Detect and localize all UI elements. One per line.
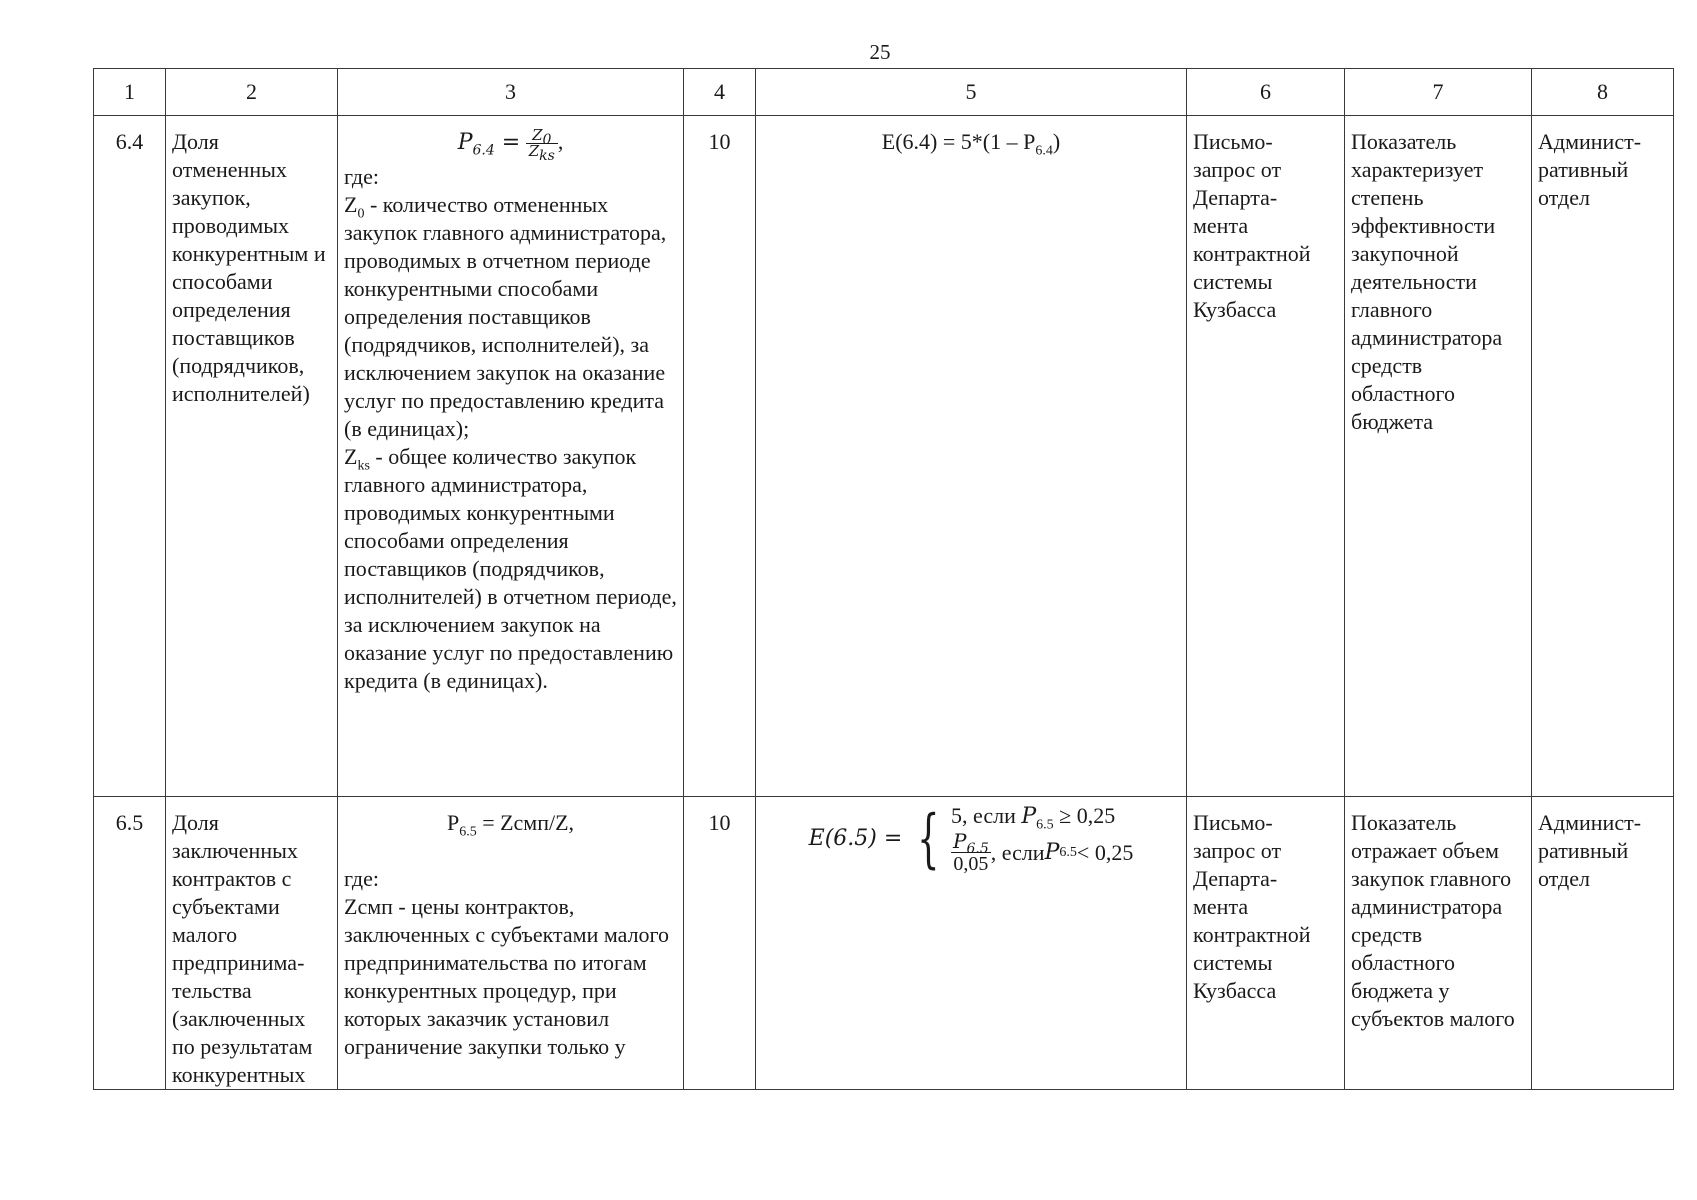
fraction-numerator-sub: 0 <box>542 132 552 149</box>
score-suffix: ) <box>1052 129 1061 154</box>
formula-lhs-sub: 6.4 <box>472 142 495 159</box>
def-symbol-sub: 0 <box>357 206 365 222</box>
header-cell: 1 <box>94 69 166 116</box>
indicator-comment: Показатель отражает объем закупок главного администратора средств областного бюджета у субъектов малого <box>1345 797 1532 1090</box>
row-number: 6.4 <box>94 116 166 797</box>
responsible-unit: Админист- ративный отдел <box>1532 116 1674 797</box>
table-row-6-5 <box>94 797 1674 1090</box>
calculation-formula <box>338 116 684 797</box>
def-text: - количество отмененных закупок главного администратора, проводимых в отчетном периоде конкурентными способами определения поставщиков (подрядчиков, исполнителей), за исключением закупок на оказание услуг по предоставлению кредита (в единицах); <box>344 192 667 442</box>
where-label: где: <box>344 164 379 190</box>
header-cell: 8 <box>1532 69 1674 116</box>
fraction-denominator: Z <box>528 142 540 161</box>
left-brace-icon: { <box>917 802 940 876</box>
score-sub: 6.4 <box>1035 143 1053 159</box>
fraction <box>526 126 558 165</box>
score-formula <box>756 116 1187 797</box>
page-number: 25 <box>869 40 891 64</box>
indicators-table <box>93 68 1674 1090</box>
def-symbol-sub: ks <box>357 458 370 474</box>
case-2: $\frac{P_{6.5}}{0,05}$ , если P 6.5 < 0,25 <box>953 829 1134 875</box>
indicator-name: Доля заключенных контрактов с субъектами малого предпринима- тельства (заключенных по результатам конкурентных <box>166 797 338 1090</box>
header-cell: 7 <box>1345 69 1532 116</box>
where-label: где: <box>344 866 379 891</box>
header-cell: 5 <box>756 69 1187 116</box>
score-prefix: E(6.4) = 5*(1 – P <box>881 129 1036 154</box>
piecewise-cases <box>951 803 1133 875</box>
formula-sub: 6.5 <box>459 824 477 840</box>
formula-p64: $P_{6.4}$ = $\frac{Z_0}{Z_{ks}}$ , <box>457 126 564 165</box>
header-cell: 3 <box>338 69 684 116</box>
data-source: Письмо- запрос от Департа- мента контрактной системы Кузбасса <box>1187 116 1345 797</box>
fraction-denominator-sub: ks <box>539 148 555 165</box>
formula-tail: , <box>557 129 564 154</box>
formula-lhs: P <box>457 130 473 155</box>
weight: 10 <box>684 797 756 1090</box>
calculation-formula <box>338 797 684 1090</box>
indicator-comment: Показатель характеризует степень эффективности закупочной деятельности главного администратора средств областного бюджета <box>1345 116 1532 797</box>
case-1: 5, если $P_{6.5} \ge 0,25$ <box>951 803 1116 833</box>
piecewise-lhs: E(6.5) = <box>808 826 903 851</box>
header-row <box>94 69 1674 116</box>
def-symbol: Z <box>344 192 358 218</box>
header-cell: 2 <box>166 69 338 116</box>
header-cell: 4 <box>684 69 756 116</box>
indicator-name: Доля отмененных закупок, проводимых конкурентным и способами определения поставщиков (подрядчиков, исполнителей) <box>166 116 338 797</box>
score-formula <box>756 797 1187 1090</box>
row-number: 6.5 <box>94 797 166 1090</box>
table-row-6-4 <box>94 116 1674 797</box>
formula-p65 <box>344 809 677 840</box>
formula-prefix: P <box>446 810 460 835</box>
fraction-numerator: Z <box>532 126 543 145</box>
definition-zsmp: Zсмп - цены контрактов, заключенных с субъектами малого предпринимательства по итогам конкурентных процедур, при которых заказчик установил ограничение закупки только у <box>344 894 670 1059</box>
def-symbol: Z <box>344 444 358 470</box>
header-cell: 6 <box>1187 69 1345 116</box>
formula-rest: = Zсмп/Z, <box>476 810 575 835</box>
definition-zks <box>344 443 677 695</box>
spacer <box>344 837 677 865</box>
fraction: $\frac{P_{6.5}}{0,05}$ <box>953 829 989 875</box>
data-source: Письмо- запрос от Департа- мента контрактной системы Кузбасса <box>1187 797 1345 1090</box>
def-text: - общее количество закупок главного администратора, проводимых конкурентными способами определения поставщиков (подрядчиков, исполнителей) в отчетном периоде, за исключением закупок на оказание услуг по предоставлению кредита (в единицах). <box>344 444 677 694</box>
piecewise-formula <box>762 803 1180 875</box>
definition-z0 <box>344 191 677 443</box>
responsible-unit: Админист- ративный отдел <box>1532 797 1674 1090</box>
weight: 10 <box>684 116 756 797</box>
